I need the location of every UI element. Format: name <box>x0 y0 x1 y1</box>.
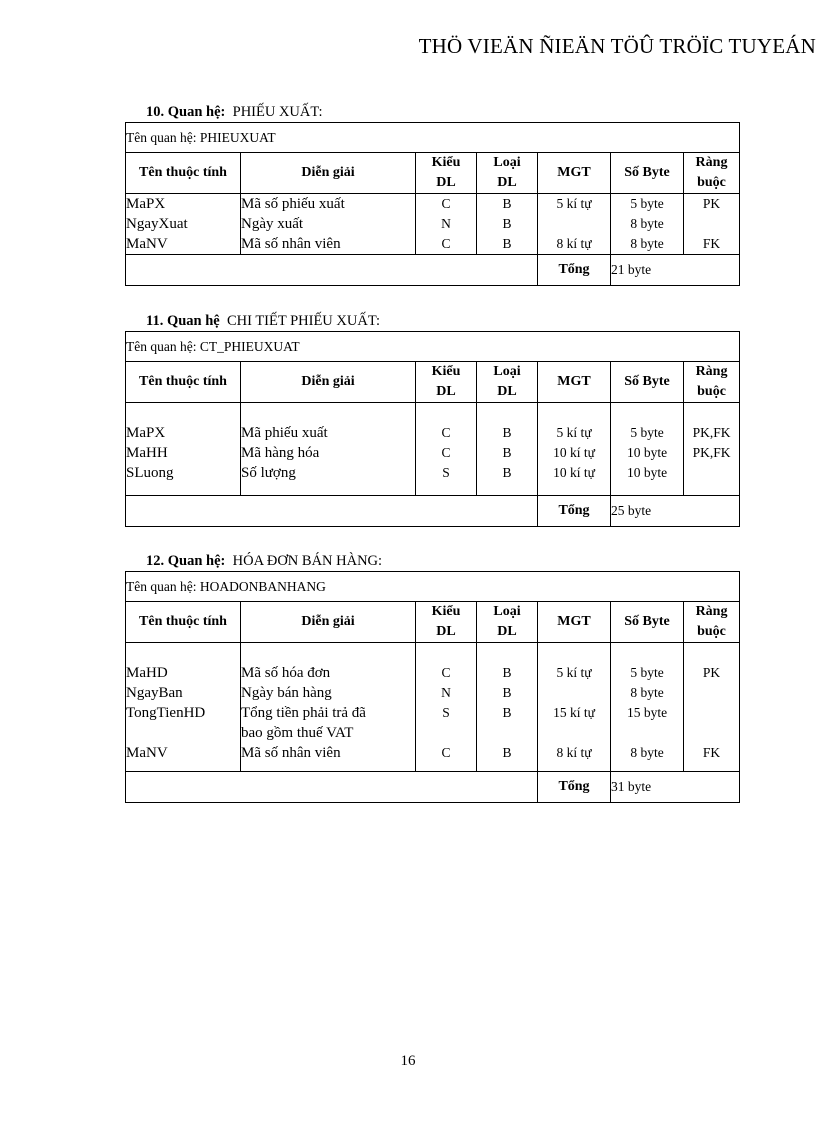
cell-line: C <box>441 665 451 680</box>
cell-line: B <box>502 745 512 760</box>
table-body-row <box>126 643 740 772</box>
cell-line <box>477 403 537 423</box>
col-header-type: Kiểu DL <box>416 362 477 403</box>
cell-line <box>126 403 240 423</box>
cell-line: 10 kí tự <box>553 445 595 460</box>
col-header-mgt: MGT <box>538 153 611 194</box>
bytes-cell <box>611 643 684 772</box>
table-header-row <box>126 362 740 403</box>
cell-line: 10 kí tự <box>553 465 595 480</box>
col-header-constraint: Ràng buộc <box>684 602 740 643</box>
col-header-bytes: Số Byte <box>611 362 684 403</box>
total-row <box>126 255 740 286</box>
col-header-type: Kiểu DL <box>416 602 477 643</box>
cell-line: N <box>441 216 451 231</box>
cell-line: B <box>502 465 512 480</box>
cell-line <box>684 463 739 483</box>
cell-line: C <box>441 745 451 760</box>
relation-name: Tên quan hệ: PHIEUXUAT <box>126 123 740 153</box>
col-header-desc: Diễn giải <box>241 153 416 194</box>
cell-line <box>416 643 476 663</box>
cell-line <box>684 403 739 423</box>
cell-line: 8 byte <box>630 745 664 760</box>
cell-line: B <box>502 236 512 251</box>
total-value: 31 byte <box>611 772 740 803</box>
cell-line: N <box>441 685 451 700</box>
cell-line: 5 byte <box>630 425 664 440</box>
section-number: 10. Quan hệ: <box>146 104 226 120</box>
constraint-cell <box>684 194 740 255</box>
cell-line: 8 byte <box>630 685 664 700</box>
mgt-cell <box>538 194 611 255</box>
type-cell <box>416 403 477 496</box>
relation-table <box>125 571 740 803</box>
attr-cell <box>126 643 241 772</box>
cell-line <box>416 723 476 743</box>
col-header-desc: Diễn giải <box>241 602 416 643</box>
cell-line: Số lượng <box>241 465 296 481</box>
cell-line: MaNV <box>126 236 168 252</box>
cell-line: 5 kí tự <box>556 425 592 440</box>
bytes-cell <box>611 403 684 496</box>
section-name: HÓA ĐƠN BÁN HÀNG: <box>232 553 383 569</box>
constraint-cell <box>684 643 740 772</box>
section-title <box>146 551 739 571</box>
kind-cell <box>477 643 538 772</box>
total-label: Tổng <box>538 496 611 527</box>
relation-table <box>125 331 740 527</box>
cell-line: 5 kí tự <box>556 196 592 211</box>
cell-line: S <box>442 705 450 720</box>
attr-cell <box>126 403 241 496</box>
bytes-cell <box>611 194 684 255</box>
col-header-kind: Loại DL <box>477 153 538 194</box>
cell-line: MaPX <box>126 196 166 212</box>
table-header-row <box>126 153 740 194</box>
cell-line <box>416 403 476 423</box>
cell-line: TongTienHD <box>126 705 206 721</box>
cell-line: 15 kí tự <box>553 705 595 720</box>
cell-line: Mã hàng hóa <box>241 445 320 461</box>
cell-line: Mã phiếu xuất <box>241 425 328 441</box>
cell-line: MaHH <box>126 445 168 461</box>
cell-line: 8 byte <box>630 216 664 231</box>
cell-line <box>241 643 415 663</box>
relation-table <box>125 122 740 286</box>
total-row <box>126 772 740 803</box>
cell-line: 10 byte <box>626 465 668 480</box>
kind-cell <box>477 194 538 255</box>
cell-line: 15 byte <box>626 705 668 720</box>
col-header-attr: Tên thuộc tính <box>126 602 241 643</box>
section-name: CHI TIẾT PHIẾU XUẤT: <box>226 313 380 329</box>
cell-line <box>684 643 739 663</box>
cell-line: FK <box>702 745 721 760</box>
total-label: Tổng <box>538 255 611 286</box>
mgt-cell <box>538 643 611 772</box>
cell-line <box>538 214 610 234</box>
relation-name: Tên quan hệ: HOADONBANHANG <box>126 572 740 602</box>
constraint-cell <box>684 403 740 496</box>
cell-line: Mã số hóa đơn <box>241 665 331 681</box>
total-value: 21 byte <box>611 255 740 286</box>
cell-line <box>611 643 683 663</box>
col-header-attr: Tên thuộc tính <box>126 362 241 403</box>
cell-line <box>684 214 739 234</box>
cell-line <box>477 723 537 743</box>
col-header-desc: Diễn giải <box>241 362 416 403</box>
kind-cell <box>477 403 538 496</box>
col-header-constraint: Ràng buộc <box>684 362 740 403</box>
cell-line <box>611 403 683 423</box>
cell-line: 8 kí tự <box>556 745 592 760</box>
cell-line: C <box>441 445 451 460</box>
cell-line <box>611 723 683 743</box>
col-header-kind: Loại DL <box>477 602 538 643</box>
cell-line: C <box>441 425 451 440</box>
cell-line: 8 byte <box>630 236 664 251</box>
relation-section-phieuxuat <box>125 102 739 286</box>
page-header: THÖ VIEÄN ÑIEÄN TÖÛ TRÖÏC TUYEÁN <box>418 34 816 58</box>
cell-line <box>538 723 610 743</box>
cell-line <box>538 683 610 703</box>
section-number: 12. Quan hệ: <box>146 553 226 569</box>
cell-line: Mã số nhân viên <box>241 745 341 761</box>
cell-line: PK <box>702 665 721 680</box>
cell-line <box>538 403 610 423</box>
col-header-mgt: MGT <box>538 602 611 643</box>
cell-line: B <box>502 216 512 231</box>
cell-line: S <box>442 465 450 480</box>
cell-line: C <box>441 236 451 251</box>
section-number: 11. Quan hệ <box>146 313 220 329</box>
total-value: 25 byte <box>611 496 740 527</box>
cell-line: 5 byte <box>630 196 664 211</box>
cell-line: Mã số nhân viên <box>241 236 341 252</box>
table-body-row <box>126 403 740 496</box>
cell-line: NgayXuat <box>126 216 188 232</box>
cell-line: PK,FK <box>692 445 731 460</box>
cell-line <box>684 703 739 723</box>
col-header-bytes: Số Byte <box>611 153 684 194</box>
cell-line: Ngày bán hàng <box>241 685 332 701</box>
cell-line: FK <box>702 236 721 251</box>
cell-line <box>126 643 240 663</box>
cell-line: MaHD <box>126 665 168 681</box>
page-number: 16 <box>400 1053 416 1069</box>
cell-line: Ngày xuất <box>241 216 304 232</box>
cell-line: MaNV <box>126 745 168 761</box>
cell-line: B <box>502 425 512 440</box>
cell-line: C <box>441 196 451 211</box>
cell-line <box>126 723 240 743</box>
total-row <box>126 496 740 527</box>
col-header-type: Kiểu DL <box>416 153 477 194</box>
mgt-cell <box>538 403 611 496</box>
type-cell <box>416 643 477 772</box>
cell-line <box>684 683 739 703</box>
cell-line: 10 byte <box>626 445 668 460</box>
cell-line <box>241 403 415 423</box>
cell-line: PK <box>702 196 721 211</box>
cell-line: 5 kí tự <box>556 665 592 680</box>
cell-line <box>538 643 610 663</box>
section-title <box>146 102 739 122</box>
cell-line: B <box>502 665 512 680</box>
type-cell <box>416 194 477 255</box>
section-name: PHIẾU XUẤT: <box>232 104 323 120</box>
cell-line <box>684 723 739 743</box>
section-title <box>146 311 739 331</box>
cell-line: MaPX <box>126 425 166 441</box>
cell-line: bao gồm thuế VAT <box>241 725 354 741</box>
total-label: Tổng <box>538 772 611 803</box>
relation-name: Tên quan hệ: CT_PHIEUXUAT <box>126 332 740 362</box>
col-header-constraint: Ràng buộc <box>684 153 740 194</box>
cell-line: B <box>502 685 512 700</box>
desc-cell <box>241 643 416 772</box>
cell-line: B <box>502 705 512 720</box>
cell-line: B <box>502 196 512 211</box>
cell-line: PK,FK <box>692 425 731 440</box>
table-header-row <box>126 602 740 643</box>
attr-cell <box>126 194 241 255</box>
cell-line: B <box>502 445 512 460</box>
cell-line: 8 kí tự <box>556 236 592 251</box>
relation-section-hoadonbanhang <box>125 551 739 803</box>
cell-line: NgayBan <box>126 685 183 701</box>
relation-section-ct-phieuxuat <box>125 311 739 527</box>
desc-cell <box>241 194 416 255</box>
col-header-kind: Loại DL <box>477 362 538 403</box>
cell-line <box>477 643 537 663</box>
cell-line: Tổng tiền phải trả đã <box>241 705 366 721</box>
col-header-mgt: MGT <box>538 362 611 403</box>
col-header-bytes: Số Byte <box>611 602 684 643</box>
cell-line: SLuong <box>126 465 174 481</box>
desc-cell <box>241 403 416 496</box>
table-body-row <box>126 194 740 255</box>
cell-line: 5 byte <box>630 665 664 680</box>
col-header-attr: Tên thuộc tính <box>126 153 241 194</box>
cell-line: Mã số phiếu xuất <box>241 196 345 212</box>
